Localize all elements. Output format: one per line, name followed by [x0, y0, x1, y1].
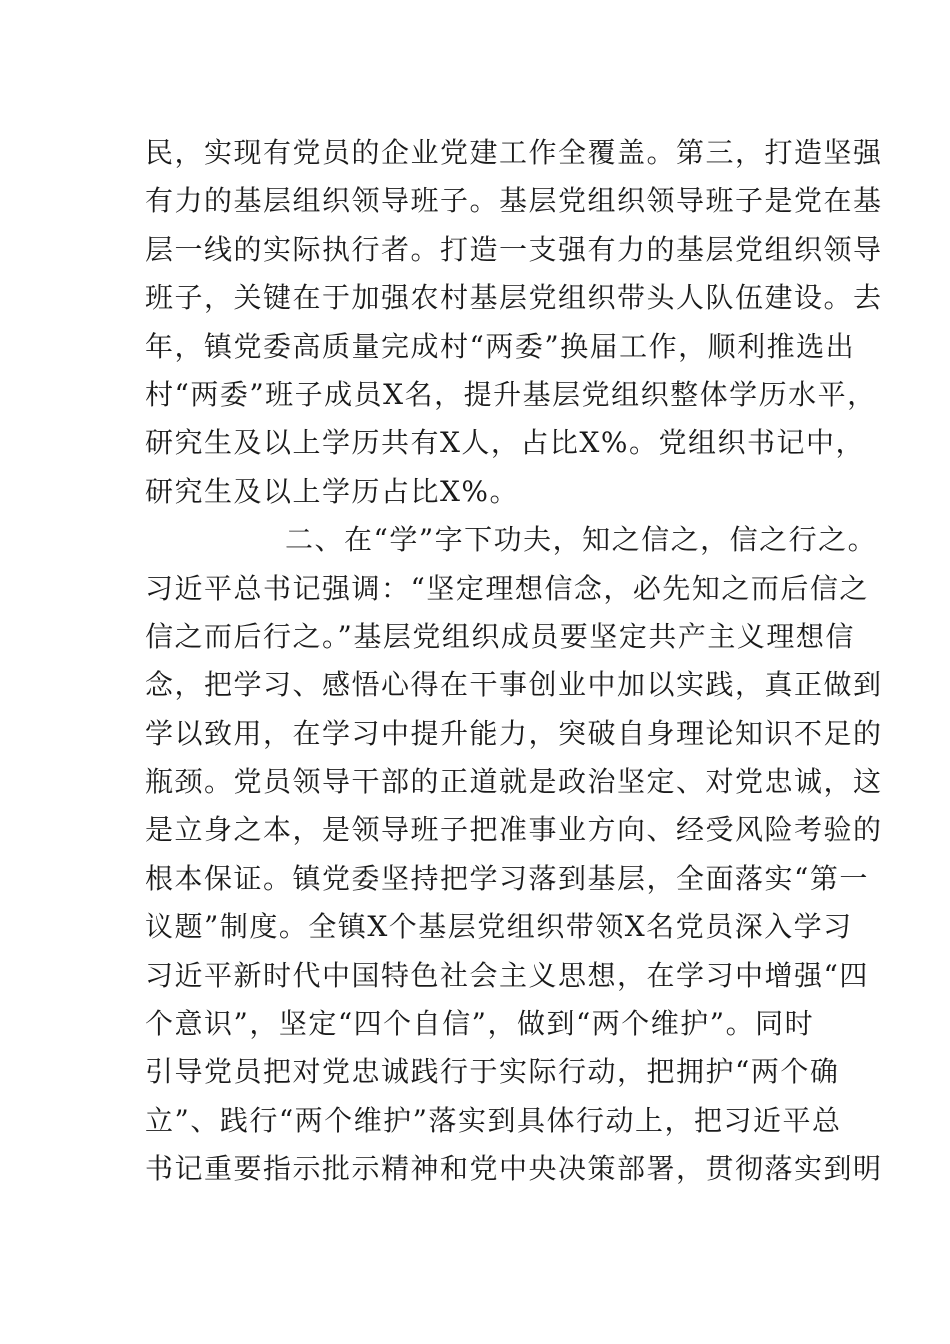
text-line: 是立身之本，是领导班子把准事业方向、经受风险考验的 — [145, 813, 883, 847]
text-line: 个意识”，坚定“四个自信”，做到“两个维护”。同时 — [145, 1007, 815, 1041]
text-line: 信之而后行之。”基层党组织成员要坚定共产主义理想信 — [145, 619, 855, 653]
text-line: 层一线的实际执行者。打造一支强有力的基层党组织领导 — [145, 232, 883, 266]
text-line: 立”、践行“两个维护”落实到具体行动上，把习近平总 — [145, 1103, 842, 1137]
text-line: 习近平总书记强调：“坚定理想信念，必先知之而后信之 — [145, 571, 869, 605]
text-line: 年，镇党委高质量完成村“两委”换届工作，顺利推选出 — [145, 329, 856, 363]
text-line: 有力的基层组织领导班子。基层党组织领导班子是党在基 — [145, 184, 883, 218]
text-line: 根本保证。镇党委坚持把学习落到基层，全面落实“第一 — [145, 861, 869, 895]
text-line: 学以致用，在学习中提升能力，突破自身理论知识不足的 — [145, 716, 883, 750]
text-line: 引导党员把对党忠诚践行于实际行动，把拥护“两个确 — [145, 1055, 840, 1089]
text-line: 议题”制度。全镇X个基层党组织带领X名党员深入学习 — [145, 910, 853, 944]
text-line: 村“两委”班子成员X名，提升基层党组织整体学历水平， — [145, 377, 877, 411]
body-text — [145, 129, 883, 1194]
text-line: 民，实现有党员的企业党建工作全覆盖。第三，打造坚强 — [145, 136, 883, 169]
text-line: 瓶颈。党员领导干部的正道就是政治坚定、对党忠诚，这 — [145, 765, 883, 799]
text-line: 研究生及以上学历占比X%。 — [145, 474, 520, 508]
text-line: 研究生及以上学历共有X人，占比X%。党组织书记中， — [145, 426, 865, 460]
text-line: 习近平新时代中国特色社会主义思想，在学习中增强“四 — [145, 958, 869, 992]
text-line: 书记重要指示批示精神和党中央决策部署，贯彻落实到明 — [145, 1152, 883, 1186]
text-line: 念，把学习、感悟心得在干事创业中加以实践，真正做到 — [145, 668, 883, 702]
text-line: 班子，关键在于加强农村基层党组织带头人队伍建设。去 — [145, 281, 883, 315]
section-heading: 二、在“学”字下功夫，知之信之，信之行之。 — [285, 523, 878, 557]
